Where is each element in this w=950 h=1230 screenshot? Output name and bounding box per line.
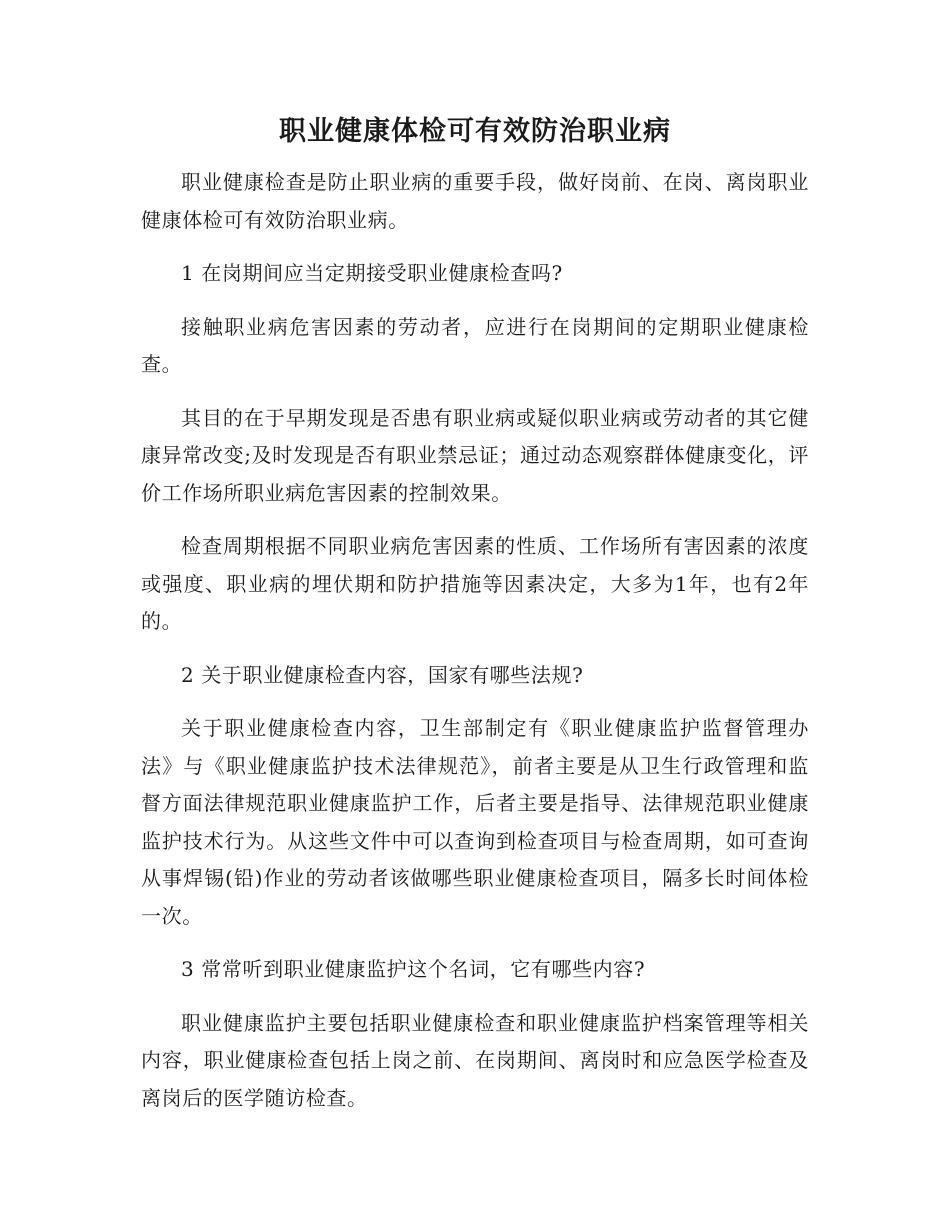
- paragraph-answer-2: 关于职业健康检查内容，卫生部制定有《职业健康监护监督管理办法》与《职业健康监护技术法律规范》，前者主要是从卫生行政管理和监督方面法律规范职业健康监护工作，后者主要是指导、法律规范职业健康监护技术行为。从这些文件中可以查询到检查项目与检查周期，如可查询从事焊锡(铅)作业的劳动者该做哪些职业健康检查项目，隔多长时间体检一次。: [141, 716, 809, 928]
- paragraph-answer-1a: 接触职业病危害因素的劳动者，应进行在岗期间的定期职业健康检查。: [141, 314, 809, 376]
- paragraph-answer-1b: 其目的在于早期发现是否患有职业病或疑似职业病或劳动者的其它健康异常改变;及时发现是否有职业禁忌证；通过动态观察群体健康变化，评价工作场所职业病危害因素的控制效果。: [141, 405, 809, 505]
- paragraph-answer-1c: 检查周期根据不同职业病危害因素的性质、工作场所有害因素的浓度或强度、职业病的埋伏期和防护措施等因素决定，大多为1年，也有2年的。: [141, 534, 809, 633]
- page-title: 职业健康体检可有效防治职业病: [279, 116, 671, 147]
- question-heading-3: 3 常常听到职业健康监护这个名词，它有哪些内容?: [181, 957, 646, 981]
- document-body: [141, 164, 809, 1133]
- question-heading-2: 2 关于职业健康检查内容，国家有哪些法规?: [181, 662, 584, 687]
- paragraph-answer-3: 职业健康监护主要包括职业健康检查和职业健康监护档案管理等相关内容，职业健康检查包括上岗之前、在岗期间、离岗时和应急医学检查及离岗后的医学随访检查。: [141, 1010, 809, 1110]
- question-heading-1: 1 在岗期间应当定期接受职业健康检查吗?: [181, 261, 563, 285]
- paragraph-intro: 职业健康检查是防止职业病的重要手段，做好岗前、在岗、离岗职业健康体检可有效防治职业病。: [141, 170, 809, 232]
